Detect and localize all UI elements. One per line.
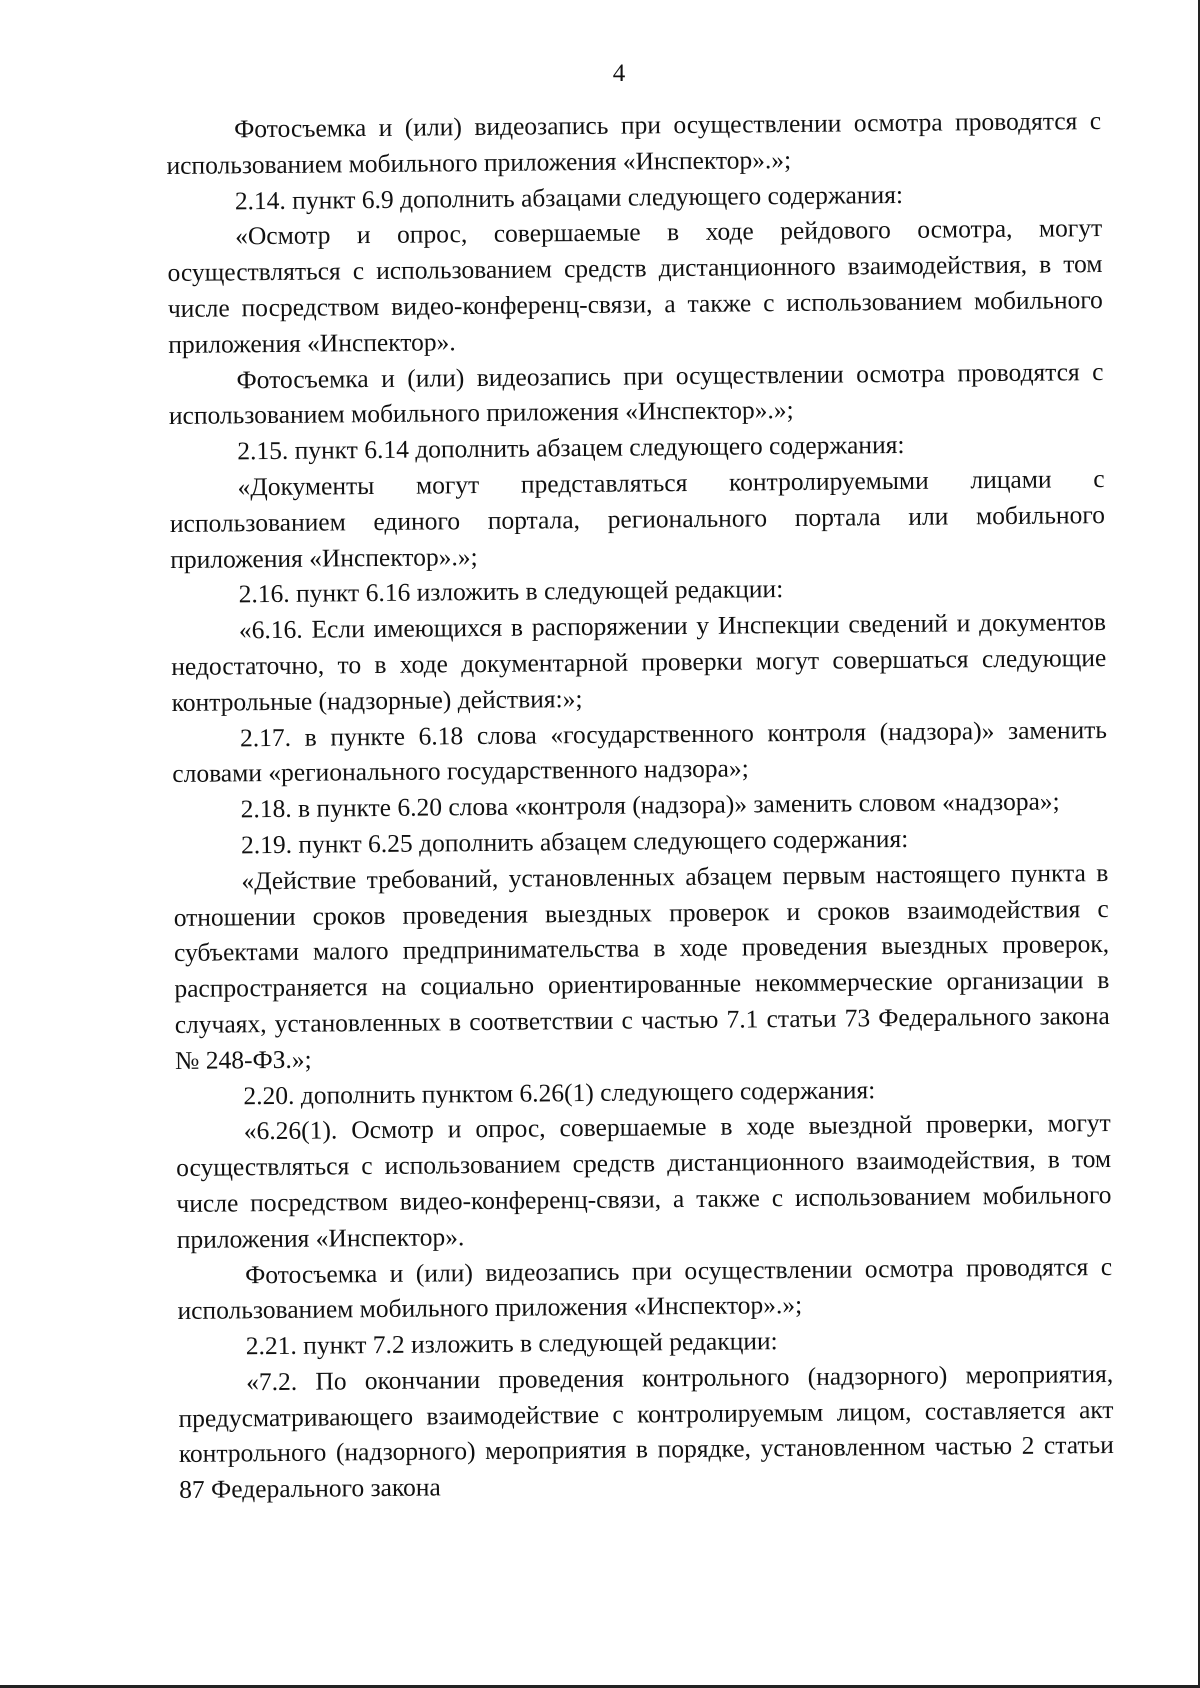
paragraph: 2.19. пункт 6.25 дополнить абзацем следующего содержания: xyxy=(240,823,909,860)
paragraph: «Действие требований, установленных абзацем первым настоящего пункта в отношении сроков проведения выездных проверок и сроков взаимодействия с субъектами малого предпринимательства в ходе проведения выездных проверок, распространяется на социально ориентированные некоммерческие организации в случаях, установленных в соответствии с частью 7.1 статьи 73 Федерального закона № 248-ФЗ.»; xyxy=(173,857,1110,1075)
paragraph: 2.18. в пункте 6.20 слова «контроля (надзора)» заменить словом «надзора»; xyxy=(240,786,1060,824)
paragraph: «6.16. Если имеющихся в распоряжении у Инспекции сведений и документов недостаточно, то в ходе документарной проверки могут совершаться следующие контрольные (надзорные) действия:»; xyxy=(171,607,1107,717)
document-body xyxy=(166,103,1114,1508)
paragraph: Фотосъемка и (или) видеозапись при осуществлении осмотра проводятся с использованием мобильного приложения «Инспектор».»; xyxy=(177,1251,1113,1326)
paragraph: 2.20. дополнить пунктом 6.26(1) следующего содержания: xyxy=(243,1074,876,1110)
page-number: 4 xyxy=(612,60,626,87)
paragraph: 2.16. пункт 6.16 изложить в следующей редакции: xyxy=(238,574,784,609)
paragraph: «7.2. По окончании проведения контрольного (надзорного) мероприятия, предусматривающего взаимодействие с контролируемым лицом, составляется акт контрольного (надзорного) мероприятия в порядке, установленном частью 2 статьи 87 Федерального закона xyxy=(178,1358,1114,1505)
paragraph: «Осмотр и опрос, совершаемые в ходе рейдового осмотра, могут осуществляться с использованием средств дистанционного взаимодействия, в том числе посредством видео-конференц-связи, а также с использованием мобильного приложения «Инспектор». xyxy=(167,213,1103,359)
paragraph: Фотосъемка и (или) видеозапись при осуществлении осмотра проводятся с использованием мобильного приложения «Инспектор».»; xyxy=(166,106,1102,180)
paragraph: «6.26(1). Осмотр и опрос, совершаемые в ходе выездной проверки, могут осуществляться с использованием средств дистанционного взаимодействия, в том числе посредством видео-конференц-связи, а также с использованием мобильного приложения «Инспектор». xyxy=(175,1108,1112,1254)
paragraph: Фотосъемка и (или) видеозапись при осуществлении осмотра проводятся с использованием мобильного приложения «Инспектор».»; xyxy=(168,356,1104,431)
paragraph: «Документы могут представляться контролируемыми лицами с использованием единого портала, регионального портала или мобильного приложения «Инспектор».»; xyxy=(169,463,1106,574)
paragraph: 2.15. пункт 6.14 дополнить абзацем следующего содержания: xyxy=(237,430,905,466)
paragraph: 2.14. пункт 6.9 дополнить абзацами следующего содержания: xyxy=(234,179,904,215)
paragraph: 2.17. в пункте 6.18 слова «государственного контроля (надзора)» заменить словами «регионального государственного надзора»; xyxy=(172,714,1108,789)
paragraph: 2.21. пункт 7.2 изложить в следующей редакции: xyxy=(245,1326,778,1361)
